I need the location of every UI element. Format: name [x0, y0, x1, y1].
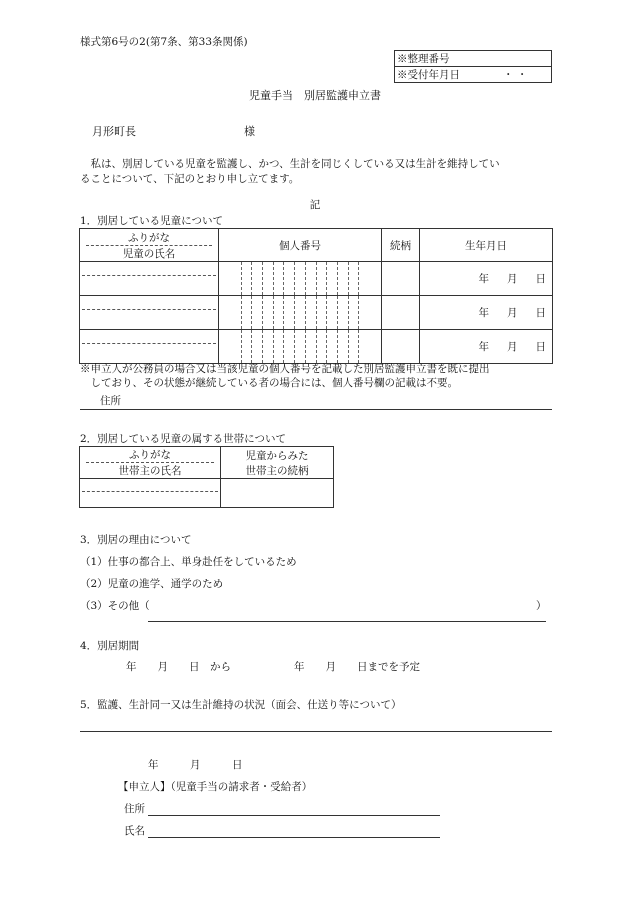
relation-field[interactable]	[382, 296, 420, 330]
separation-period[interactable]: 年 月 日 から 年 月 日までを予定	[126, 661, 420, 673]
applicant-address-label: 住所	[124, 803, 145, 815]
form-reference: 様式第6号の2(第7条、第33条関係)	[80, 36, 248, 48]
reason-option-1[interactable]: （1）仕事の都合上、単身赴任をしているため	[80, 556, 297, 568]
statement-line-2: ることについて、下記のとおり申し立てます。	[80, 173, 300, 185]
col-mynumber: 個人番号	[219, 229, 382, 262]
receipt-date-label: ※受付年月日	[397, 69, 460, 81]
child-address-label: 住所	[100, 395, 121, 407]
reason-option-2[interactable]: （2）児童の進学、通学のため	[80, 578, 224, 590]
child-furigana-field[interactable]	[82, 297, 216, 310]
section3-heading: 3．別居の理由について	[80, 534, 192, 546]
mynumber-note-line-2: しており、その状態が継続している者の場合には、個人番号欄の記載は不要。	[80, 377, 458, 389]
child-furigana-field[interactable]	[82, 331, 216, 344]
reason-option-3[interactable]: （3）その他（	[80, 600, 150, 612]
applicant-label: 【申立人】（児童手当の請求者・受給者）	[118, 781, 313, 793]
head-name-field[interactable]	[82, 479, 218, 492]
reference-number-label: ※整理番号	[395, 51, 552, 67]
table-row	[80, 330, 553, 364]
household-table	[79, 446, 334, 508]
application-date[interactable]: 年 月 日	[148, 759, 243, 771]
section4-heading: 4．別居期間	[80, 640, 140, 652]
reason-other-field[interactable]	[148, 621, 546, 622]
col-relation: 続柄	[382, 229, 420, 262]
col-child-name: 児童の氏名	[122, 247, 176, 260]
mynumber-note-line-1: ※申立人が公務員の場合又は当該児童の個人番号を記載した別居監護申立書を既に提出	[80, 363, 490, 375]
applicant-address-field[interactable]	[148, 815, 440, 816]
ki-mark: 記	[309, 199, 321, 211]
table-row	[80, 479, 334, 508]
col-head-relation-line-2: 世帯主の続柄	[245, 464, 309, 477]
birthdate-field[interactable]: 年 月 日	[420, 330, 553, 364]
statement-line-1: 私は、別居している児童を監護し、かつ、生計を同じくしている又は生計を維持してい	[80, 158, 500, 170]
reason-option-3-close: ）	[536, 600, 547, 612]
section1-heading: 1．別居している児童について	[80, 215, 223, 227]
table-row	[80, 296, 553, 330]
table-row	[80, 262, 553, 296]
birthdate-field[interactable]: 年 月 日	[420, 296, 553, 330]
head-relation-field[interactable]	[221, 479, 334, 508]
children-table	[79, 228, 553, 364]
care-status-field[interactable]	[80, 731, 552, 732]
document-title: 児童手当 別居監護申立書	[249, 89, 381, 102]
mynumber-field[interactable]	[219, 296, 382, 330]
birthdate-field[interactable]: 年 月 日	[420, 262, 553, 296]
child-address-field[interactable]	[80, 409, 552, 410]
col-household-furigana: ふりがな	[86, 447, 214, 463]
child-furigana-field[interactable]	[82, 263, 216, 276]
relation-field[interactable]	[382, 262, 420, 296]
section2-heading: 2．別居している児童の属する世帯について	[80, 433, 286, 445]
col-head-name: 世帯主の氏名	[118, 465, 182, 477]
applicant-name-label: 氏名	[124, 825, 145, 837]
addressee-mayor: 月形町長	[92, 125, 136, 138]
relation-field[interactable]	[382, 330, 420, 364]
col-birthdate: 生年月日	[420, 229, 553, 262]
mynumber-field[interactable]	[219, 262, 382, 296]
mynumber-field[interactable]	[219, 330, 382, 364]
col-head-relation-line-1: 児童からみた	[245, 449, 309, 462]
receipt-date-dots: ・ ・	[503, 69, 528, 81]
office-use-box	[394, 50, 552, 83]
addressee-honorific: 様	[244, 125, 255, 138]
section5-heading: 5．監護、生計同一又は生計維持の状況（面会、仕送り等について）	[80, 699, 402, 711]
applicant-name-field[interactable]	[148, 837, 440, 838]
col-furigana: ふりがな	[86, 230, 212, 246]
